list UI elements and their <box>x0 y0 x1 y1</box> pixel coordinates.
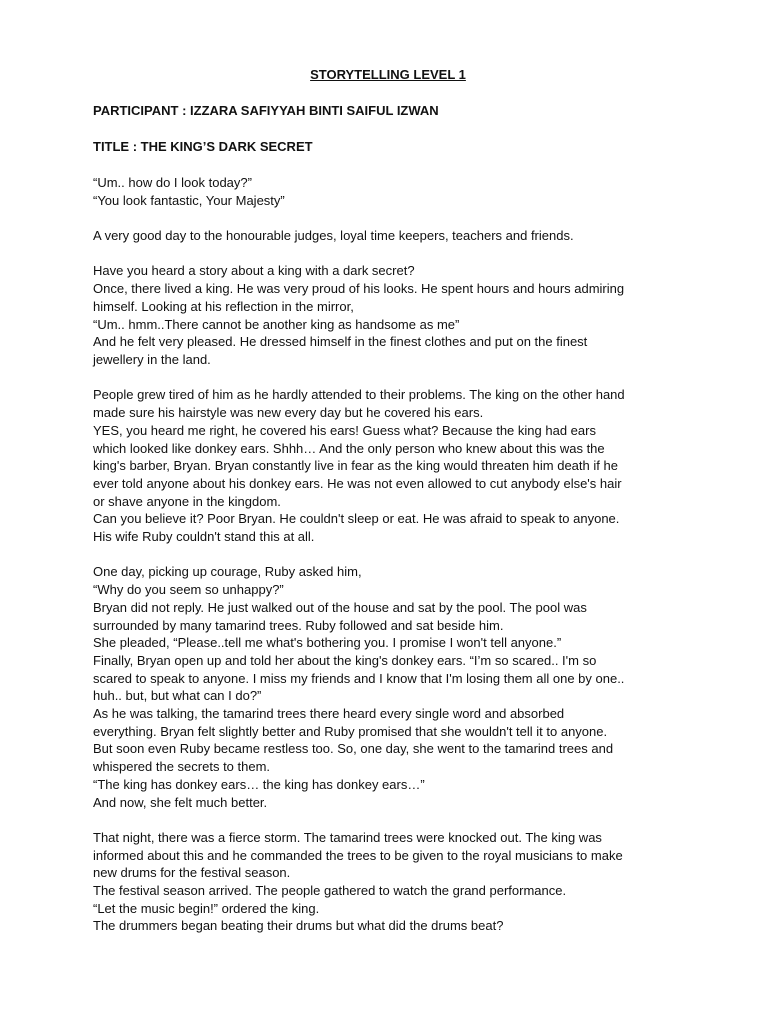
text-line: ever told anyone about his donkey ears. He was not even allowed to cut anybody else's hair <box>93 475 622 491</box>
text-line: “Um.. hmm..There cannot be another king as handsome as me” <box>93 316 460 332</box>
text-line: She pleaded, “Please..tell me what's bothering you. I promise I won't tell anyone.” <box>93 635 562 651</box>
story-paragraph <box>93 262 683 368</box>
text-line: But soon even Ruby became restless too. So, one day, she went to the tamarind trees and <box>93 741 614 757</box>
text-line: “Why do you seem so unhappy?” <box>93 582 284 598</box>
text-line: Bryan did not reply. He just walked out of the house and sat by the pool. The pool was <box>93 599 587 615</box>
text-line: whispered the secrets to them. <box>93 759 271 775</box>
text-line: everything. Bryan felt slightly better and Ruby promised that she wouldn't tell it to anyone. <box>93 723 608 739</box>
text-line: A very good day to the honourable judges, loyal time keepers, teachers and friends. <box>93 228 574 244</box>
text-line: YES, you heard me right, he covered his ears! Guess what? Because the king had ears <box>93 422 596 438</box>
text-line: “Um.. how do I look today?” <box>93 175 252 190</box>
text-line: Have you heard a story about a king with a dark secret? <box>93 263 415 279</box>
text-line: surrounded by many tamarind trees. Ruby followed and sat beside him. <box>93 617 504 633</box>
text-line: Once, there lived a king. He was very proud of his looks. He spent hours and hours admiring <box>93 281 625 297</box>
text-line: informed about this and he commanded the trees to be given to the royal musicians to make <box>93 847 623 863</box>
story-paragraph <box>93 227 683 245</box>
text-line: “You look fantastic, Your Majesty” <box>93 192 285 208</box>
text-line: As he was talking, the tamarind trees there heard every single word and absorbed <box>93 706 565 722</box>
text-line: himself. Looking at his reflection in the mirror, <box>93 298 354 314</box>
text-line: People grew tired of him as he hardly attended to their problems. The king on the other hand <box>93 387 625 403</box>
text-line: scared to speak to anyone. I miss my friends and I know that I'm losing them all one by one.. <box>93 670 625 686</box>
text-line: huh.. but, but what can I do?” <box>93 688 262 704</box>
story-paragraph <box>93 174 683 209</box>
text-line: The drummers began beating their drums but what did the drums beat? <box>93 918 504 934</box>
text-line: And he felt very pleased. He dressed himself in the finest clothes and put on the finest <box>93 334 588 350</box>
text-line: That night, there was a fierce storm. The tamarind trees were knocked out. The king was <box>93 829 602 845</box>
story-title: TITLE : THE KING’S DARK SECRET <box>93 139 313 154</box>
document-title: STORYTELLING LEVEL 1 <box>310 67 466 82</box>
text-line: “The king has donkey ears… the king has donkey ears…” <box>93 776 425 792</box>
text-line: jewellery in the land. <box>93 352 211 367</box>
text-line: which looked like donkey ears. Shhh… And the only person who knew about this was the <box>93 440 605 456</box>
text-line: Finally, Bryan open up and told her about the king's donkey ears. “I’m so scared.. I'm so <box>93 652 597 668</box>
text-line: His wife Ruby couldn't stand this at all. <box>93 529 315 545</box>
story-paragraph <box>93 829 683 935</box>
text-line: new drums for the festival season. <box>93 865 291 881</box>
text-line: One day, picking up courage, Ruby asked him, <box>93 564 362 580</box>
story-paragraph <box>93 386 683 545</box>
story-paragraph <box>93 563 683 811</box>
story-body <box>93 174 683 935</box>
text-line: king's barber, Bryan. Bryan constantly live in fear as the king would threaten him death if he <box>93 458 618 474</box>
text-line: The festival season arrived. The people gathered to watch the grand performance. <box>93 883 567 899</box>
document-page <box>93 66 683 953</box>
participant-line: PARTICIPANT : IZZARA SAFIYYAH BINTI SAIFUL IZWAN <box>93 103 439 118</box>
text-line: And now, she felt much better. <box>93 794 268 810</box>
text-line: or shave anyone in the kingdom. <box>93 493 281 509</box>
text-line: made sure his hairstyle was new every day but he covered his ears. <box>93 405 484 421</box>
text-line: “Let the music begin!” ordered the king. <box>93 900 320 916</box>
text-line: Can you believe it? Poor Bryan. He couldn't sleep or eat. He was afraid to speak to anyone. <box>93 511 620 527</box>
